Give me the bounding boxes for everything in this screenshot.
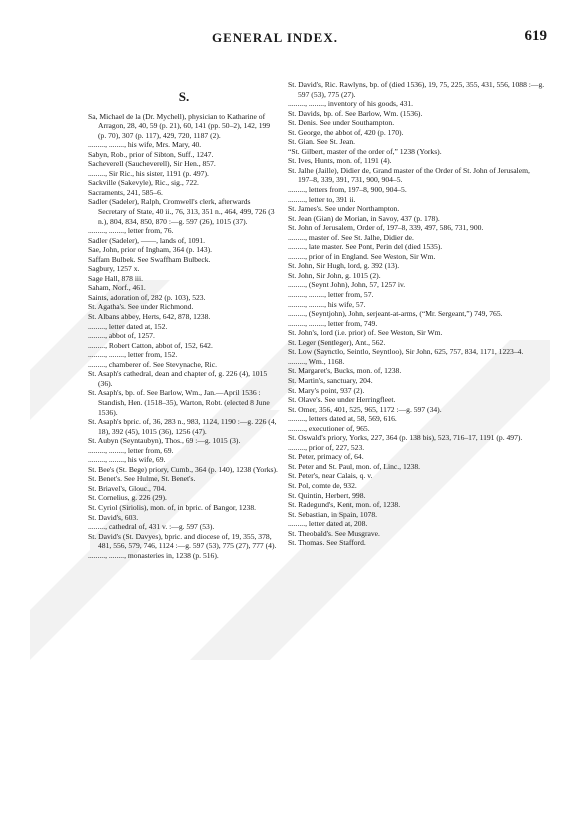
index-entry: ........., ........, inventory of his goods, 431. (288, 99, 414, 109)
index-entry: St. Thomas. See Stafford. (288, 538, 366, 548)
page-number: 619 (524, 28, 547, 44)
index-entry: Sackville (Sakevyle), Ric., sig., 722. (88, 178, 199, 188)
index-entry: St. Sebastian, in Spain, 1078. (288, 509, 378, 519)
index-entry: St. Jean (Gian) de Morian, in Savoy, 437 (p. 178). (288, 213, 440, 223)
index-column-right (288, 80, 546, 548)
running-title: GENERAL INDEX. (212, 30, 338, 45)
index-entry: ........., prior of, 227, 523. (288, 442, 365, 452)
index-entry: St. Pol, comte de, 932. (288, 480, 357, 490)
index-entry: St. Briavel's, Glouc., 704. (88, 483, 167, 493)
index-entry: St. Peter, primacy of, 64. (288, 452, 364, 462)
index-entry: St. Oswald's priory, Yorks, 227, 364 (p. 138 bis), 523, 716–17, 1191 (p. 497). (288, 433, 523, 443)
index-entry: St. Radegund's, Kent, mon. of, 1238. (288, 500, 401, 510)
index-entry: St. Agatha's. See under Richmond. (88, 302, 194, 312)
index-entry: St. David's (St. Davyes), bpric. and diocese of, 19, 355, 378, 481, 556, 579, 746, 1124 :—g. 597 (53), 775 (27), 777 (4). (88, 531, 277, 551)
index-entry: “St. Gilbert, master of the order of,” 1238 (Yorks). (288, 146, 442, 156)
index-entry: ........., chamberer of. See Stevynache, Ric. (88, 359, 218, 369)
index-entry: St. Cornelius, g. 226 (29). (88, 493, 167, 503)
index-entry: ........., letters dated at, 58, 569, 616. (288, 414, 397, 424)
index-entry: Sadler (Sadeler), Ralph, Cromwell's clerk, afterwards Secretary of State, 40 ii., 76, 313, 351 n., 464, 499, 726 (3 n.), 804, 834, 850, 870 :—g. 597 (26), 1015 (37). (88, 197, 275, 226)
index-entry: St. David's, Ric. Rawlyns, bp. of (died 1536), 19, 75, 225, 355, 431, 556, 1088 :—g. 597 (53), 775 (27). (288, 80, 545, 99)
index-entry: St. Gian. See St. Jean. (288, 137, 356, 147)
right-entries (288, 80, 546, 548)
index-entry: St. Ives, Hunts, mon. of, 1191 (4). (288, 156, 392, 166)
index-entry: St. Aubyn (Seyntaubyn), Thos., 69 :—g. 1015 (3). (88, 436, 241, 446)
index-entry: ........., ........, letter from, 69. (88, 445, 174, 455)
index-entry: ........., ........, monasteries in, 1238 (p. 516). (88, 550, 219, 560)
index-entry: ........., ........, letter from, 749. (288, 318, 378, 328)
left-entries (88, 112, 280, 561)
index-entry: ........., master of. See St. Jalhe, Didier de. (288, 232, 414, 242)
index-entry: St. Cyriol (Siriolis), mon. of, in bpric. of Bangor, 1238. (88, 502, 257, 512)
index-entry: Sae, John, prior of Ingham, 364 (p. 143). (88, 245, 213, 255)
index-entry: St. John's, lord (i.e. prior) of. See Weston, Sir Wm. (288, 328, 443, 338)
index-entry: St. Asaph's bpric. of, 36, 283 n., 983, 1124, 1190 :—g. 226 (4, 18), 392 (45), 1015 (36), 1256 (47). (88, 417, 277, 436)
index-entry: St. Leger (Sentleger), Ant., 562. (288, 337, 386, 347)
index-entry: St. Denis. See under Southampton. (288, 118, 395, 128)
index-entry: St. Davids, bp. of. See Barlow, Wm. (1536). (288, 108, 423, 118)
index-entry: St. John of Jerusalem, Order of, 197–8, 339, 497, 586, 731, 900. (288, 223, 484, 233)
index-entry: Saham, Norf., 461. (88, 283, 146, 293)
section-letter: S. (178, 89, 190, 104)
index-entry: ........., Robert Catton, abbot of, 152, 642. (88, 340, 213, 350)
index-entry: St. Albans abbey, Herts, 642, 878, 1238. (88, 312, 211, 322)
index-entry: ........., abbot of, 1257. (88, 331, 155, 341)
page-header (60, 30, 547, 48)
index-entry: St. Olave's. See under Herringfleet. (288, 395, 396, 405)
index-entry: Saffam Bulbek. See Swaffham Bulbeck. (88, 254, 211, 264)
index-entry: St. Benet's. See Hulme, St. Benet's. (88, 474, 196, 484)
index-entry: Sabyn, Rob., prior of Sibton, Suff., 1247. (88, 149, 214, 159)
index-entry: ........., executioner of, 965. (288, 423, 370, 433)
index-entry: Sa, Michael de la (Dr. Mychell), physician to Katharine of Arragon, 28, 40, 59 (p. 21), 60, 141 (pp. 50–2), 142, 199 (p. 70), 307 (p. 117), 429, 720, 1187 (2). (88, 111, 271, 140)
index-entry: Sadler (Sadeler), ——, lands of, 1091. (88, 235, 206, 245)
index-entry: ........., ........, his wife, 57. (288, 299, 366, 309)
index-entry: ........., (Seynt John), John, 57, 1257 iv. (288, 280, 406, 290)
index-entry: Saints, adoration of, 282 (p. 103), 523. (88, 292, 206, 302)
index-entry: St. Low (Saynctlo, Seintlo, Seyntloo), Sir John, 625, 757, 834, 1171, 1223–4. (288, 347, 524, 357)
index-entry: ........., late master. See Pont, Perin del (died 1535). (288, 242, 443, 252)
index-entry: St. John, Sir Hugh, lord, g. 392 (13). (288, 261, 400, 271)
index-entry: ........., Sir Ric., his sister, 1191 (p. 497). (88, 168, 209, 178)
index-entry: Sacheverell (Saucheverell), Sir Hen., 857. (88, 159, 216, 169)
index-entry: St. Theobald's. See Musgrave. (288, 528, 380, 538)
index-entry: St. Jalhe (Jaille), Didier de, Grand master of the Order of St. John of Jerusalem, 197–8, 339, 391, 731, 900, 904–5. (288, 165, 530, 185)
index-entry: St. Bee's (St. Bege) priory, Cumb., 364 (p. 140), 1238 (Yorks). (88, 464, 278, 474)
index-entry: ........., letter dated at, 152. (88, 321, 168, 331)
index-entry: St. David's, 603. (88, 512, 139, 522)
index-entry: St. Quintin, Herbert, 998. (288, 490, 366, 500)
index-entry: ........., letter to, 391 ii. (288, 194, 356, 204)
index-entry: St. Martin's, sanctuary, 204. (288, 375, 373, 385)
index-entry: St. Mary's point, 937 (2). (288, 385, 365, 395)
index-entry: ........., letters from, 197–8, 900, 904–5. (288, 185, 407, 195)
index-entry: ........., prior of in England. See Weston, Sir Wm. (288, 251, 436, 261)
index-entry: Sagbury, 1257 x. (88, 264, 140, 274)
index-column-left (88, 72, 280, 560)
index-entry: St. Peter and St. Paul, mon. of, Linc., 1238. (288, 461, 421, 471)
index-entry: ........., (Seyntjohn), John, serjeant-at-arms, (“Mr. Sergeant,”) 749, 765. (288, 309, 503, 319)
index-entry: Sage Hall, 878 iii. (88, 273, 144, 283)
index-entry: St. Omer, 356, 401, 525, 965, 1172 :—g. 597 (34). (288, 404, 442, 414)
index-entry: ........., cathedral of, 431 v. :—g. 597 (53). (88, 522, 215, 532)
index-entry: St. Peter's, near Calais, q. v. (288, 471, 373, 481)
index-entry: St. James's. See under Northampton. (288, 204, 400, 214)
index-entry: ........., ........, his wife, Mrs. Mary, 40. (88, 140, 202, 150)
index-entry: ........., Wm., 1168. (288, 356, 345, 366)
index-entry: ........., ........, letter from, 152. (88, 350, 178, 360)
index-entry: St. Asaph's, bp. of. See Barlow, Wm., Jan.—April 1536 : Standish, Hen. (1518–35), Warton, Robt. (elected 8 June 1536). (88, 388, 270, 417)
index-entry: St. Margaret's, Bucks, mon. of, 1238. (288, 366, 402, 376)
index-entry: Sacraments, 241, 585–6. (88, 187, 163, 197)
index-entry: St. John, Sir John, g. 1015 (2). (288, 270, 381, 280)
index-entry: St. Asaph's cathedral, dean and chapter of, g. 226 (4), 1015 (36). (88, 369, 268, 388)
index-entry: ........., ........, letter from, 57. (288, 290, 374, 300)
index-entry: ........., ........, letter from, 76. (88, 226, 174, 236)
index-entry: ........., ........, his wife, 69. (88, 455, 166, 465)
index-entry: ........., letter dated at, 208. (288, 519, 368, 529)
index-entry: St. George, the abbot of, 420 (p. 170). (288, 127, 404, 137)
